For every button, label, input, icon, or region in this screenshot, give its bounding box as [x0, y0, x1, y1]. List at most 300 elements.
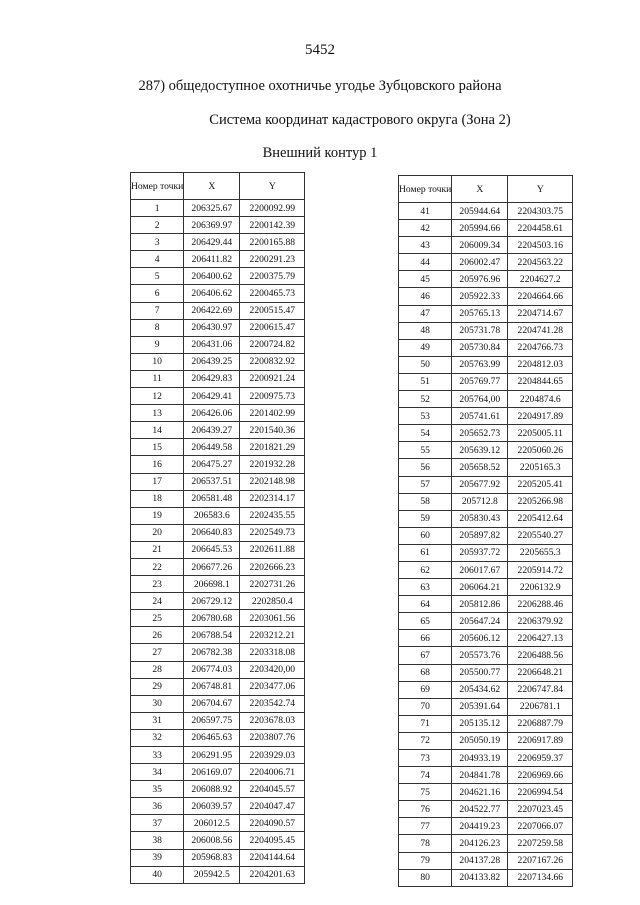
table-row	[131, 593, 305, 610]
cell-x: 206017.67	[452, 561, 508, 578]
cell-point-number: 24	[131, 593, 184, 610]
cell-x: 206411.82	[184, 251, 240, 268]
cell-y: 2200142.39	[240, 217, 305, 234]
table-row	[131, 388, 305, 405]
cell-y: 2205914.72	[508, 561, 573, 578]
cell-point-number: 53	[399, 408, 452, 425]
table-row	[399, 476, 573, 493]
table-row	[131, 764, 305, 781]
table-row	[399, 373, 573, 390]
cell-x: 206698.1	[184, 576, 240, 593]
table-row	[131, 370, 305, 387]
cell-y: 2204201.63	[240, 866, 305, 883]
cell-x: 205937.72	[452, 544, 508, 561]
table-row	[131, 353, 305, 370]
table-header-row	[399, 176, 573, 203]
cell-y: 2201932.28	[240, 456, 305, 473]
cell-x: 204126.23	[452, 835, 508, 852]
cell-x: 206008.56	[184, 832, 240, 849]
cell-x: 205731.78	[452, 322, 508, 339]
cell-y: 2200921.24	[240, 370, 305, 387]
cell-point-number: 20	[131, 524, 184, 541]
cell-x: 206774.03	[184, 661, 240, 678]
cell-point-number: 32	[131, 729, 184, 746]
cell-point-number: 76	[399, 801, 452, 818]
cell-point-number: 23	[131, 576, 184, 593]
table-row	[399, 698, 573, 715]
cell-point-number: 80	[399, 869, 452, 886]
cell-x: 206439.25	[184, 353, 240, 370]
column-header-x: X	[184, 173, 240, 200]
table-row	[399, 613, 573, 630]
cell-x: 205652.73	[452, 425, 508, 442]
cell-point-number: 21	[131, 541, 184, 558]
cell-point-number: 6	[131, 285, 184, 302]
table-row	[131, 678, 305, 695]
table-row	[399, 220, 573, 237]
cell-point-number: 36	[131, 798, 184, 815]
cell-point-number: 54	[399, 425, 452, 442]
cell-y: 2200975.73	[240, 388, 305, 405]
table-row	[399, 561, 573, 578]
cell-point-number: 38	[131, 832, 184, 849]
cell-point-number: 75	[399, 784, 452, 801]
table-row	[131, 217, 305, 234]
cell-x: 205647.24	[452, 613, 508, 630]
table-row	[131, 268, 305, 285]
cell-point-number: 60	[399, 527, 452, 544]
cell-y: 2203061.56	[240, 610, 305, 627]
cell-y: 2205005.11	[508, 425, 573, 442]
cell-point-number: 34	[131, 764, 184, 781]
table-row	[131, 781, 305, 798]
cell-y: 2205540.27	[508, 527, 573, 544]
table-row	[131, 610, 305, 627]
cell-y: 2202314.17	[240, 490, 305, 507]
cell-x: 206788.54	[184, 627, 240, 644]
cell-point-number: 7	[131, 302, 184, 319]
cell-point-number: 40	[131, 866, 184, 883]
table-row	[399, 493, 573, 510]
cell-y: 2200515.47	[240, 302, 305, 319]
cell-y: 2203807.76	[240, 729, 305, 746]
table-row	[399, 681, 573, 698]
cell-y: 2204563.22	[508, 254, 573, 271]
cell-x: 204137.28	[452, 852, 508, 869]
cell-x: 205658.52	[452, 459, 508, 476]
cell-point-number: 46	[399, 288, 452, 305]
cell-x: 205573.76	[452, 647, 508, 664]
cell-x: 204419.23	[452, 818, 508, 835]
cell-x: 205639.12	[452, 442, 508, 459]
table-row	[399, 596, 573, 613]
cell-x: 205897.82	[452, 527, 508, 544]
cell-y: 2207167.26	[508, 852, 573, 869]
cell-y: 2203477.06	[240, 678, 305, 695]
table-row	[131, 729, 305, 746]
cell-x: 205769.77	[452, 373, 508, 390]
coordinates-table-right	[398, 175, 573, 887]
table-row	[399, 391, 573, 408]
cell-y: 2207259.58	[508, 835, 573, 852]
cell-y: 2205060.26	[508, 442, 573, 459]
cell-x: 205944.64	[452, 203, 508, 220]
cell-x: 206429.41	[184, 388, 240, 405]
cell-y: 2206132.9	[508, 579, 573, 596]
table-body	[399, 203, 573, 887]
cell-y: 2200465.73	[240, 285, 305, 302]
cell-point-number: 12	[131, 388, 184, 405]
cell-x: 206640.83	[184, 524, 240, 541]
table-row	[131, 405, 305, 422]
cell-point-number: 70	[399, 698, 452, 715]
cell-y: 2206917.89	[508, 732, 573, 749]
table-row	[399, 579, 573, 596]
cell-x: 205812.86	[452, 596, 508, 613]
table-row	[399, 271, 573, 288]
table-row	[399, 647, 573, 664]
cell-y: 2204874.6	[508, 391, 573, 408]
cell-x: 204933.19	[452, 750, 508, 767]
table-row	[131, 695, 305, 712]
cell-x: 205391.64	[452, 698, 508, 715]
table-row	[399, 527, 573, 544]
cell-x: 205765.13	[452, 305, 508, 322]
table-row	[399, 510, 573, 527]
cell-x: 205135.12	[452, 715, 508, 732]
cell-point-number: 45	[399, 271, 452, 288]
cell-x: 206400.62	[184, 268, 240, 285]
cell-x: 206422.69	[184, 302, 240, 319]
cell-point-number: 2	[131, 217, 184, 234]
cell-y: 2204714.67	[508, 305, 573, 322]
cell-x: 205741.61	[452, 408, 508, 425]
table-row	[131, 285, 305, 302]
table-row	[399, 305, 573, 322]
cell-point-number: 77	[399, 818, 452, 835]
table-row	[131, 866, 305, 883]
table-row	[131, 456, 305, 473]
cell-y: 2204303.75	[508, 203, 573, 220]
cell-y: 2204766.73	[508, 339, 573, 356]
cell-x: 205968.83	[184, 849, 240, 866]
cell-y: 2204045.57	[240, 781, 305, 798]
contour-heading: Внешний контур 1	[262, 145, 378, 161]
cell-x: 206064.21	[452, 579, 508, 596]
cell-point-number: 57	[399, 476, 452, 493]
cell-y: 2206747.84	[508, 681, 573, 698]
table-row	[131, 473, 305, 490]
table-row	[399, 459, 573, 476]
cell-y: 2203420,00	[240, 661, 305, 678]
table-row	[399, 339, 573, 356]
cell-y: 2205165.3	[508, 459, 573, 476]
cell-x: 206677.26	[184, 558, 240, 575]
cell-point-number: 30	[131, 695, 184, 712]
cell-x: 206406.62	[184, 285, 240, 302]
table-row	[399, 442, 573, 459]
cell-point-number: 55	[399, 442, 452, 459]
cell-x: 205764,00	[452, 391, 508, 408]
cell-y: 2204047.47	[240, 798, 305, 815]
cell-y: 2200291.23	[240, 251, 305, 268]
table-row	[131, 336, 305, 353]
cell-y: 2202549.73	[240, 524, 305, 541]
cell-y: 2200615.47	[240, 319, 305, 336]
cell-x: 206780.68	[184, 610, 240, 627]
cell-x: 206039.57	[184, 798, 240, 815]
cell-y: 2200375.79	[240, 268, 305, 285]
table-row	[131, 576, 305, 593]
cell-point-number: 50	[399, 356, 452, 373]
cell-x: 206088.92	[184, 781, 240, 798]
table-row	[131, 439, 305, 456]
cell-x: 206169.07	[184, 764, 240, 781]
cell-y: 2205412.64	[508, 510, 573, 527]
cell-y: 2206288.46	[508, 596, 573, 613]
cell-y: 2203542.74	[240, 695, 305, 712]
cell-x: 206426.06	[184, 405, 240, 422]
cell-point-number: 4	[131, 251, 184, 268]
cell-y: 2200724.82	[240, 336, 305, 353]
cell-y: 2206969.66	[508, 767, 573, 784]
cell-point-number: 42	[399, 220, 452, 237]
cell-point-number: 68	[399, 664, 452, 681]
cell-y: 2202148.98	[240, 473, 305, 490]
cell-y: 2206781.1	[508, 698, 573, 715]
cell-y: 2202666.23	[240, 558, 305, 575]
cell-y: 2203212.21	[240, 627, 305, 644]
cell-x: 205994.66	[452, 220, 508, 237]
cell-x: 205712.8	[452, 493, 508, 510]
cell-point-number: 63	[399, 579, 452, 596]
table-row	[131, 251, 305, 268]
table-row	[131, 644, 305, 661]
column-header-point-number: Номер точки	[399, 176, 452, 203]
cell-x: 206369.97	[184, 217, 240, 234]
cell-point-number: 3	[131, 234, 184, 251]
table-row	[131, 712, 305, 729]
cell-point-number: 17	[131, 473, 184, 490]
cell-point-number: 19	[131, 507, 184, 524]
cell-point-number: 47	[399, 305, 452, 322]
cell-point-number: 41	[399, 203, 452, 220]
cell-y: 2204006.71	[240, 764, 305, 781]
cell-point-number: 13	[131, 405, 184, 422]
cell-point-number: 66	[399, 630, 452, 647]
table-row	[399, 767, 573, 784]
table-row	[131, 302, 305, 319]
cell-point-number: 65	[399, 613, 452, 630]
cell-y: 2205266.98	[508, 493, 573, 510]
cell-point-number: 62	[399, 561, 452, 578]
table-row	[131, 422, 305, 439]
cell-y: 2206994.54	[508, 784, 573, 801]
table-row	[399, 408, 573, 425]
table-row	[131, 661, 305, 678]
cell-y: 2204741.28	[508, 322, 573, 339]
column-header-y: Y	[508, 176, 573, 203]
table-row	[131, 747, 305, 764]
cell-y: 2200165.88	[240, 234, 305, 251]
column-header-x: X	[452, 176, 508, 203]
cell-y: 2206959.37	[508, 750, 573, 767]
cell-x: 205606.12	[452, 630, 508, 647]
cell-x: 205434.62	[452, 681, 508, 698]
table-row	[399, 322, 573, 339]
column-header-y: Y	[240, 173, 305, 200]
cell-x: 206537.51	[184, 473, 240, 490]
cell-x: 206704.67	[184, 695, 240, 712]
table-row	[399, 425, 573, 442]
column-header-point-number: Номер точки	[131, 173, 184, 200]
cell-x: 206009.34	[452, 237, 508, 254]
cell-y: 2202731.26	[240, 576, 305, 593]
table-row	[399, 869, 573, 886]
cell-x: 204841.78	[452, 767, 508, 784]
cell-point-number: 9	[131, 336, 184, 353]
cell-point-number: 29	[131, 678, 184, 695]
cell-y: 2204664.66	[508, 288, 573, 305]
table-row	[131, 200, 305, 217]
cell-x: 205500.77	[452, 664, 508, 681]
cell-point-number: 16	[131, 456, 184, 473]
cell-x: 205730.84	[452, 339, 508, 356]
cell-x: 206729.12	[184, 593, 240, 610]
table-row	[131, 832, 305, 849]
cell-x: 206002.47	[452, 254, 508, 271]
cell-y: 2204458.61	[508, 220, 573, 237]
cell-y: 2203678.03	[240, 712, 305, 729]
cell-x: 205830.43	[452, 510, 508, 527]
cell-point-number: 49	[399, 339, 452, 356]
cell-x: 206449.58	[184, 439, 240, 456]
cell-point-number: 8	[131, 319, 184, 336]
table-header-row	[131, 173, 305, 200]
cell-y: 2205205.41	[508, 476, 573, 493]
cell-x: 206597.75	[184, 712, 240, 729]
table-row	[399, 356, 573, 373]
table-row	[131, 798, 305, 815]
cell-x: 206581.48	[184, 490, 240, 507]
cell-x: 204621.16	[452, 784, 508, 801]
cell-point-number: 71	[399, 715, 452, 732]
cell-x: 204133.82	[452, 869, 508, 886]
cell-point-number: 28	[131, 661, 184, 678]
cell-y: 2202611.88	[240, 541, 305, 558]
cell-point-number: 72	[399, 732, 452, 749]
cell-y: 2202850.4	[240, 593, 305, 610]
table-row	[131, 541, 305, 558]
cell-y: 2207023.45	[508, 801, 573, 818]
table-row	[399, 237, 573, 254]
cell-y: 2204627.2	[508, 271, 573, 288]
cell-point-number: 31	[131, 712, 184, 729]
cell-point-number: 61	[399, 544, 452, 561]
table-row	[131, 319, 305, 336]
document-title: 287) общедоступное охотничье угодье Зубцовского района	[138, 78, 502, 94]
cell-point-number: 74	[399, 767, 452, 784]
cell-point-number: 27	[131, 644, 184, 661]
cell-x: 206645.53	[184, 541, 240, 558]
table-row	[399, 835, 573, 852]
cell-x: 206782.38	[184, 644, 240, 661]
cell-point-number: 1	[131, 200, 184, 217]
cell-x: 206429.83	[184, 370, 240, 387]
cell-point-number: 43	[399, 237, 452, 254]
cell-y: 2207134.66	[508, 869, 573, 886]
cell-y: 2201402.99	[240, 405, 305, 422]
cell-point-number: 52	[399, 391, 452, 408]
cell-point-number: 78	[399, 835, 452, 852]
cell-point-number: 51	[399, 373, 452, 390]
cell-point-number: 25	[131, 610, 184, 627]
cell-y: 2203318.08	[240, 644, 305, 661]
table-row	[399, 732, 573, 749]
cell-y: 2204090.57	[240, 815, 305, 832]
cell-y: 2204812.03	[508, 356, 573, 373]
table-row	[131, 815, 305, 832]
cell-point-number: 26	[131, 627, 184, 644]
cell-point-number: 58	[399, 493, 452, 510]
cell-point-number: 67	[399, 647, 452, 664]
cell-y: 2201821.29	[240, 439, 305, 456]
cell-x: 205677.92	[452, 476, 508, 493]
cell-point-number: 79	[399, 852, 452, 869]
cell-x: 206475.27	[184, 456, 240, 473]
cell-y: 2204844.65	[508, 373, 573, 390]
cell-y: 2204503.16	[508, 237, 573, 254]
cell-point-number: 15	[131, 439, 184, 456]
table-row	[399, 203, 573, 220]
table-row	[131, 627, 305, 644]
table-row	[399, 664, 573, 681]
cell-point-number: 11	[131, 370, 184, 387]
cell-x: 206430.97	[184, 319, 240, 336]
table-row	[131, 849, 305, 866]
cell-y: 2200092.99	[240, 200, 305, 217]
cell-y: 2206648.21	[508, 664, 573, 681]
table-row	[131, 234, 305, 251]
table-row	[131, 507, 305, 524]
cell-x: 206291.95	[184, 747, 240, 764]
cell-point-number: 48	[399, 322, 452, 339]
cell-x: 206431.06	[184, 336, 240, 353]
cell-x: 205763.99	[452, 356, 508, 373]
cell-point-number: 33	[131, 747, 184, 764]
cell-y: 2204144.64	[240, 849, 305, 866]
page-number: 5452	[305, 42, 335, 58]
table-row	[399, 254, 573, 271]
cell-point-number: 37	[131, 815, 184, 832]
cell-y: 2206488.56	[508, 647, 573, 664]
cell-x: 206748.81	[184, 678, 240, 695]
cell-x: 205942.5	[184, 866, 240, 883]
table-row	[399, 288, 573, 305]
coordinates-table-left	[130, 172, 305, 884]
cell-point-number: 44	[399, 254, 452, 271]
table-row	[399, 784, 573, 801]
cell-y: 2200832.92	[240, 353, 305, 370]
cell-y: 2206887.79	[508, 715, 573, 732]
table-body	[131, 200, 305, 884]
table-row	[399, 852, 573, 869]
cell-x: 205922.33	[452, 288, 508, 305]
cell-y: 2202435.55	[240, 507, 305, 524]
cell-x: 206429.44	[184, 234, 240, 251]
table-row	[131, 524, 305, 541]
cell-x: 205050.19	[452, 732, 508, 749]
